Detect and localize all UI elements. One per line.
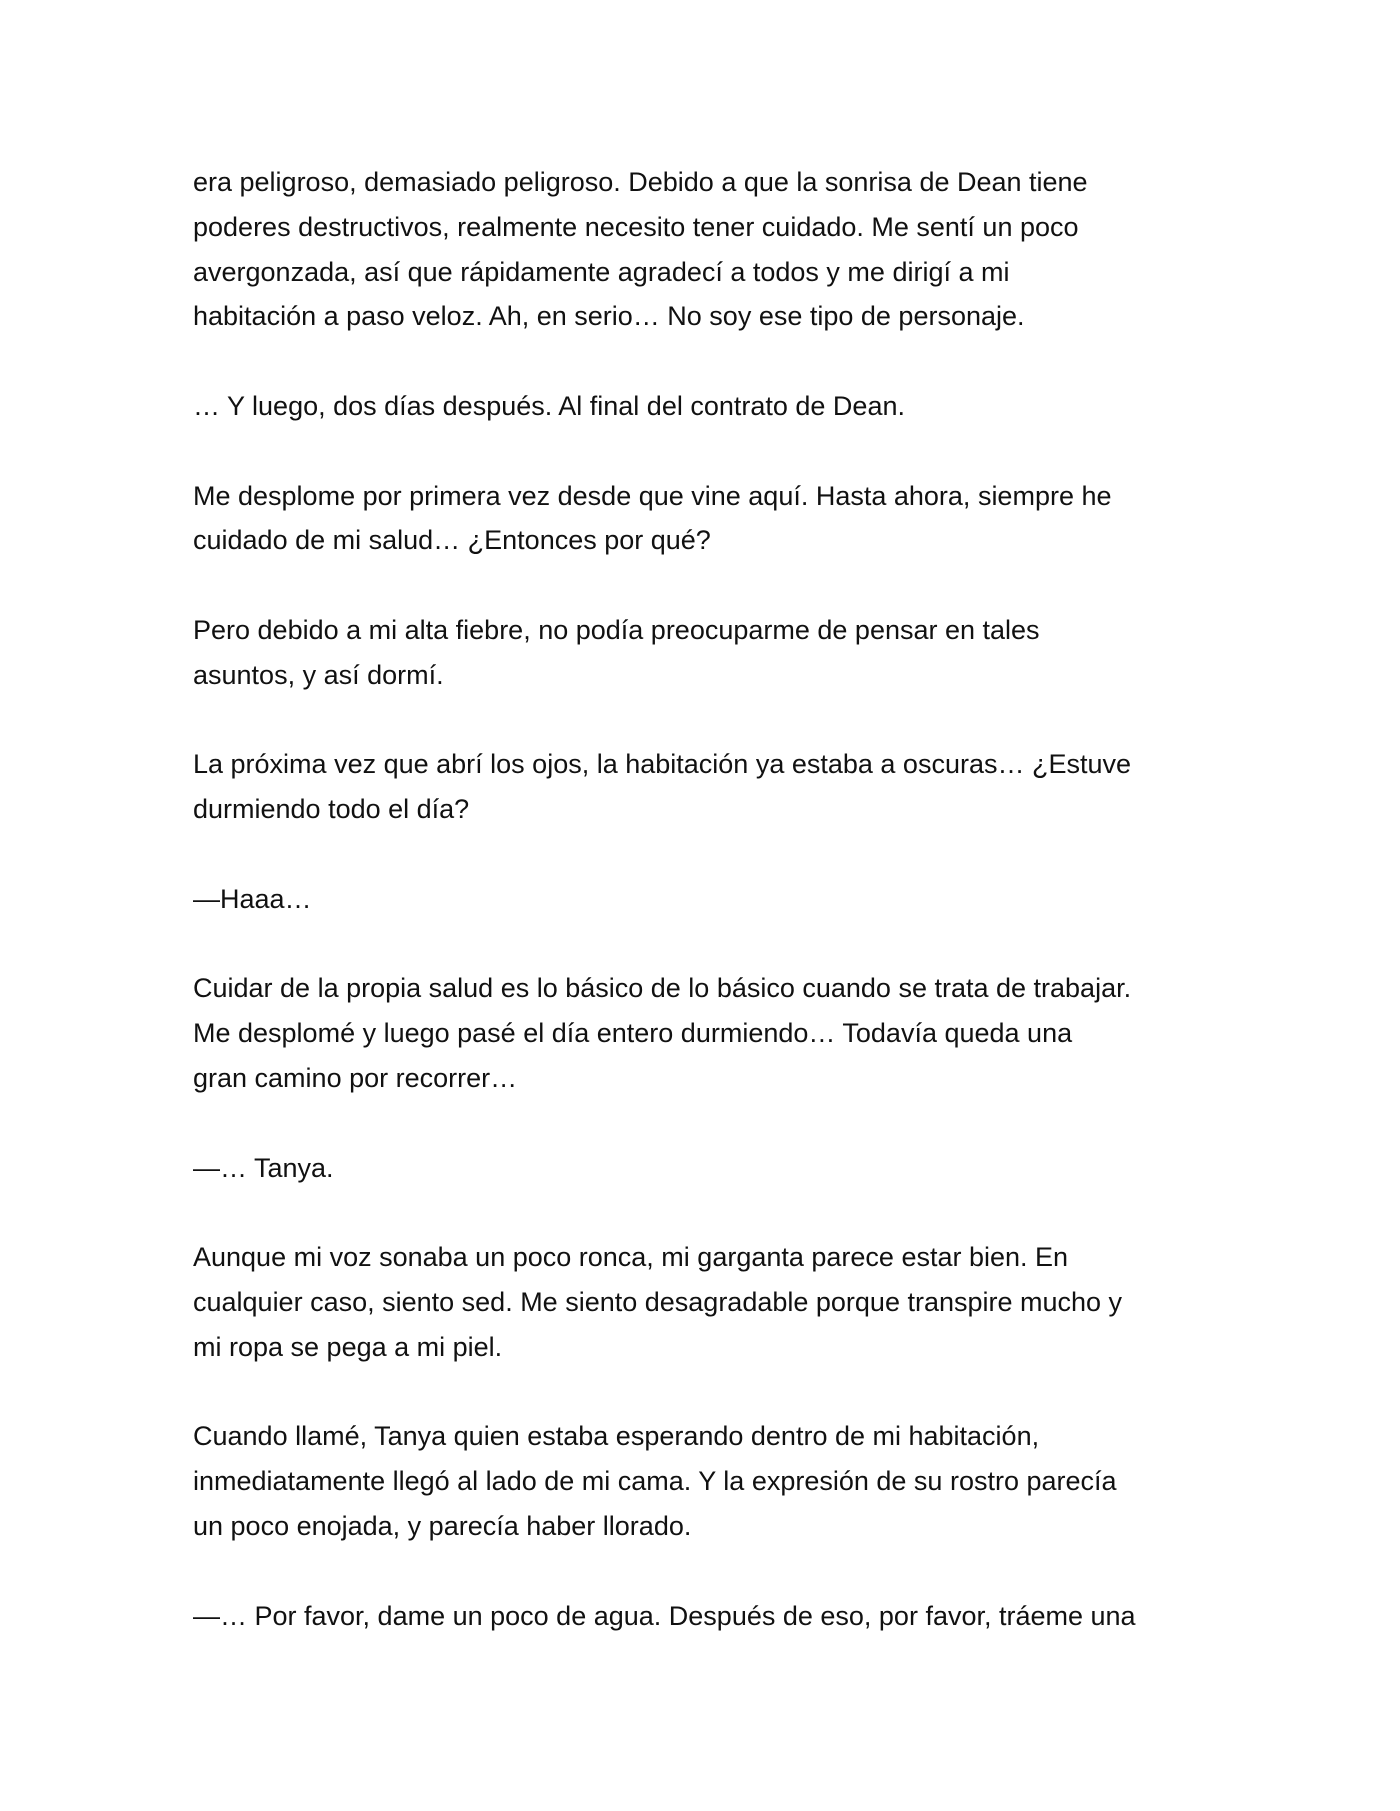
text-line: —… Tanya. (193, 1152, 334, 1183)
paragraph-4 (193, 608, 1223, 698)
text-line: cualquier caso, siento sed. Me siento desagradable porque transpire mucho y (193, 1286, 1123, 1317)
paragraph-5 (193, 742, 1223, 832)
text-line: mi ropa se pega a mi piel. (193, 1331, 503, 1362)
text-line: Me desplomé y luego pasé el día entero durmiendo… Todavía queda una (193, 1018, 1073, 1049)
text-line: habitación a paso veloz. Ah, en serio… No soy ese tipo de personaje. (193, 301, 1025, 332)
text-line: era peligroso, demasiado peligroso. Debido a que la sonrisa de Dean tiene (193, 167, 1088, 197)
text-line: —Haaa… (193, 883, 312, 914)
text-line: durmiendo todo el día? (193, 794, 470, 825)
text-line: La próxima vez que abrí los ojos, la habitación ya estaba a oscuras… ¿Estuve (193, 749, 1131, 780)
paragraph-8 (193, 1146, 1223, 1191)
text-line: avergonzada, así que rápidamente agradecí a todos y me dirigí a mi (193, 256, 1010, 287)
text-line: Me desplome por primera vez desde que vine aquí. Hasta ahora, siempre he (193, 480, 1112, 511)
text-line: Cuidar de la propia salud es lo básico de lo básico cuando se trata de trabajar. (193, 973, 1132, 1004)
paragraph-1 (193, 160, 1223, 339)
paragraph-10 (193, 1414, 1223, 1548)
text-line: poderes destructivos, realmente necesito tener cuidado. Me sentí un poco (193, 211, 1079, 242)
paragraph-11 (193, 1594, 1223, 1639)
text-line: cuidado de mi salud… ¿Entonces por qué? (193, 525, 711, 556)
text-line: inmediatamente llegó al lado de mi cama. Y la expresión de su rostro parecía (193, 1466, 1117, 1497)
document-page (193, 160, 1223, 1638)
text-line: Cuando llamé, Tanya quien estaba esperando dentro de mi habitación, (193, 1421, 1040, 1452)
paragraph-3 (193, 474, 1223, 564)
text-line: —… Por favor, dame un poco de agua. Después de eso, por favor, tráeme una (193, 1600, 1136, 1631)
paragraph-9 (193, 1235, 1223, 1369)
text-line: asuntos, y así dormí. (193, 659, 444, 690)
paragraph-2 (193, 384, 1223, 429)
paragraph-6 (193, 877, 1223, 922)
text-line: … Y luego, dos días después. Al final del contrato de Dean. (193, 390, 905, 421)
text-line: gran camino por recorrer… (193, 1062, 518, 1093)
text-line: Pero debido a mi alta fiebre, no podía preocuparme de pensar en tales (193, 614, 1040, 645)
text-line: un poco enojada, y parecía haber llorado. (193, 1510, 692, 1541)
text-line: Aunque mi voz sonaba un poco ronca, mi garganta parece estar bien. En (193, 1242, 1069, 1273)
paragraph-7 (193, 966, 1223, 1100)
